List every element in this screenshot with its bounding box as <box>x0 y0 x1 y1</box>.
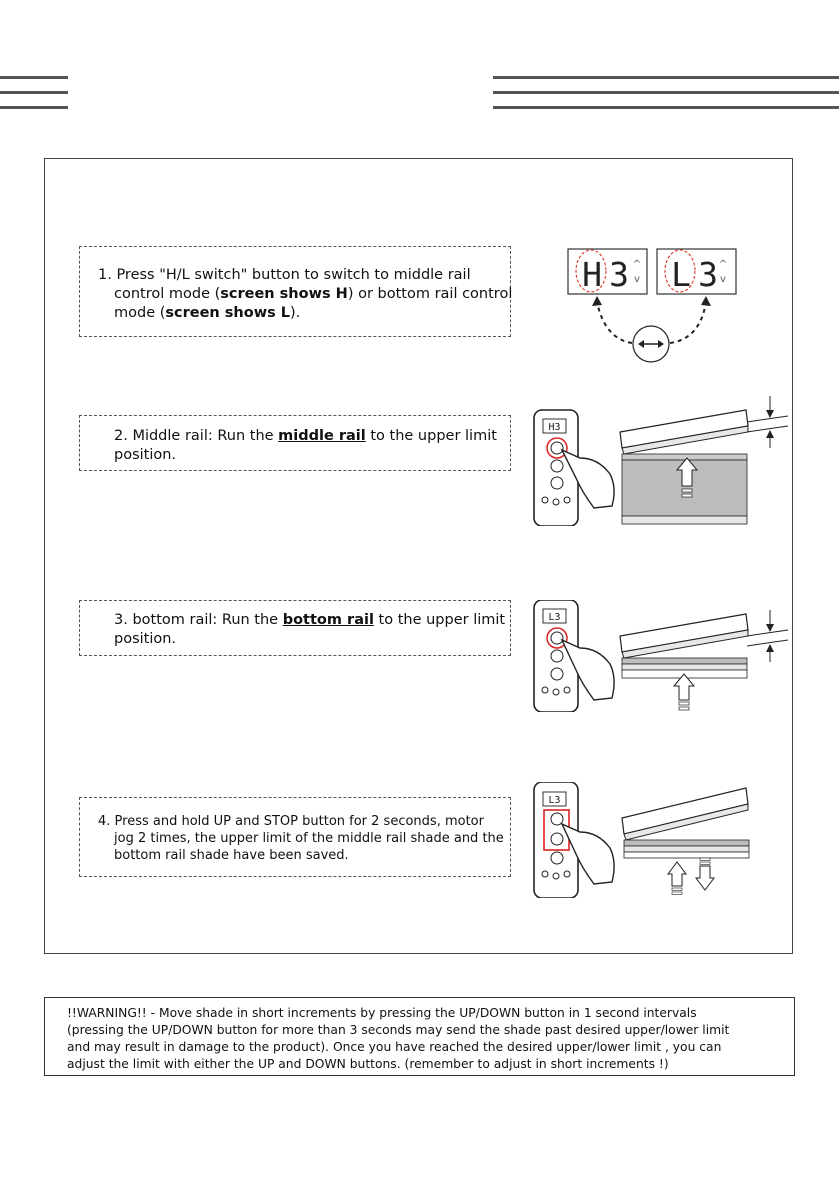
middle-rail-shade-icon <box>620 410 748 524</box>
step-1-line-2: control mode (screen shows H) or bottom rail control <box>114 286 513 302</box>
warning-line-4: adjust the limit with either the UP and DOWN buttons. (remember to adjust in short increments !) <box>67 1057 669 1071</box>
warning-line-3: and may result in damage to the product). Once you have reached the desired upper/lower limit , you can <box>67 1040 722 1054</box>
hl-switch-figure <box>560 244 750 366</box>
svg-text:^: ^ <box>718 259 728 270</box>
save-limits-figure <box>532 782 792 898</box>
header-rule-left-1 <box>0 76 68 79</box>
h-display-char: H <box>582 255 602 294</box>
l-display <box>657 249 736 294</box>
step-2-line-1: 2. Middle rail: Run the middle rail to the upper limit <box>114 428 497 444</box>
full-shade-icon <box>622 788 749 895</box>
step-2-line-2: position. <box>114 447 177 463</box>
svg-text:v: v <box>634 274 640 285</box>
warning-line-1: !!WARNING!! - Move shade in short increments by pressing the UP/DOWN button in 1 second intervals <box>67 1006 697 1020</box>
header-rule-right-2 <box>493 91 839 94</box>
step-4-line-2: jog 2 times, the upper limit of the middle rail shade and the <box>114 831 504 846</box>
svg-text:v: v <box>720 274 726 285</box>
header-rule-left-2 <box>0 91 68 94</box>
step-1-box <box>79 246 511 337</box>
step-3-line-1: 3. bottom rail: Run the bottom rail to the upper limit <box>114 612 506 628</box>
warning-box <box>44 997 795 1076</box>
bottom-rail-shade-icon <box>620 614 748 710</box>
svg-text:L3: L3 <box>548 612 561 623</box>
step-1-line-1: 1. Press "H/L switch" button to switch to middle rail <box>98 267 471 283</box>
step-4-line-3: bottom rail shade have been saved. <box>114 848 349 863</box>
step-4-box <box>79 797 511 877</box>
h-display <box>568 249 647 294</box>
bottom-rail-figure <box>532 600 792 712</box>
step-1-line-3: mode (screen shows L). <box>114 305 301 321</box>
svg-text:L3: L3 <box>548 795 561 806</box>
warning-line-2: (pressing the UP/DOWN button for more than 3 seconds may send the shade past desired upper/lower limit <box>67 1023 730 1037</box>
svg-text:H3: H3 <box>548 422 561 433</box>
step-3-box <box>79 600 511 656</box>
svg-text:^: ^ <box>632 259 642 270</box>
l-display-char: L <box>671 255 691 294</box>
step-4-line-1: 4. Press and hold UP and STOP button for 2 seconds, motor <box>98 814 484 829</box>
header-rule-left-3 <box>0 106 68 109</box>
middle-rail-figure <box>532 396 792 526</box>
step-3-line-2: position. <box>114 631 177 647</box>
limit-marker-icon <box>747 610 788 662</box>
h-display-num: 3 <box>609 255 629 294</box>
limit-marker-icon <box>747 396 788 448</box>
step-2-box <box>79 415 511 471</box>
header-rule-right-3 <box>493 106 839 109</box>
header-rule-right-1 <box>493 76 839 79</box>
l-display-num: 3 <box>698 255 718 294</box>
